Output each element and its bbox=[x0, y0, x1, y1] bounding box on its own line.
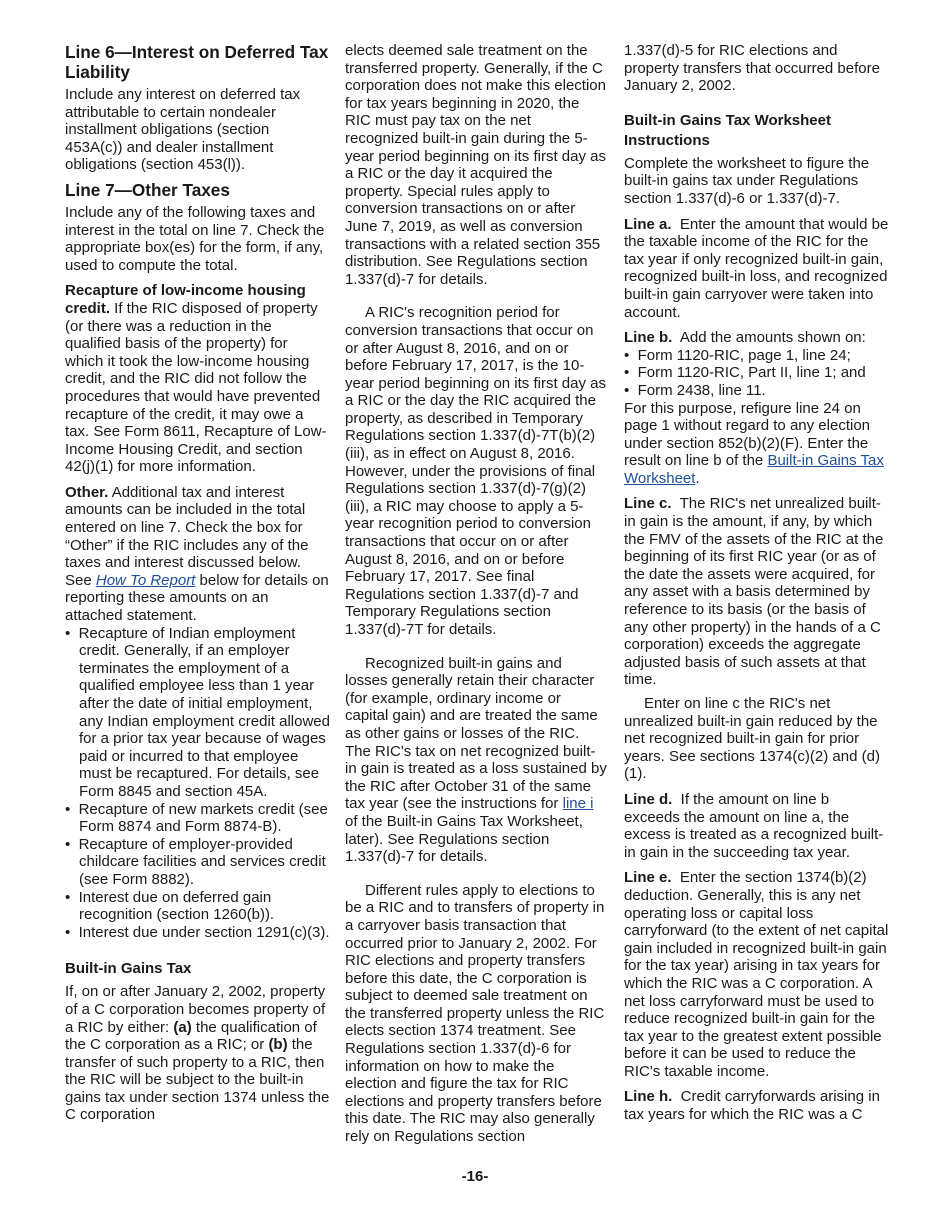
col2-paragraph-1: elects deemed sale treatment on the transferred property. Generally, if the C corporation does not make this election for tax years beginning in 2020, the RIC must pay tax on the net recognized built-in gain during the 5-year period beginning on its first day as a RIC or the day it acquired the property. Special rules apply to conversion transactions on or after June 7, 2019, as well as conversion transactions with a related section 355 distribution. See Regulations section 1.337(d)-7 for details. bbox=[345, 42, 606, 288]
list-item: • Form 1120-RIC, Part II, line 1; and bbox=[624, 364, 866, 382]
builtin-label-a: (a) bbox=[173, 1018, 192, 1036]
line-h-body: Credit carryforwards arising in tax years for which the RIC was a C bbox=[624, 1088, 885, 1124]
bullet-text: Form 2438, line 11. bbox=[637, 381, 766, 399]
recapture-lead: Recapture of low-income housing credit. bbox=[65, 282, 306, 317]
col2-p3-text-a: Recognized built-in gains and losses generally retain their character (for example, ordinary income or capital gain) and are treated the same as other gains or losses of the RIC. The RIC's tax on net recognized built-in gain is treated as a loss sustained by the RIC after October 31 of the same tax year (see the instructions for bbox=[345, 654, 607, 813]
list-item: • Recapture of new markets credit (see Form 8874 and Form 8874-B). bbox=[65, 800, 328, 836]
line-b-paragraph bbox=[624, 329, 889, 347]
column-2 bbox=[345, 42, 607, 1146]
bullet-text: Recapture of new markets credit (see Form 8874 and Form 8874-B). bbox=[78, 800, 328, 836]
line-b-after-text: For this purpose, refigure line 24 on page 1 without regard to any election under section 852(b)(2)(F). Enter the result on line b of the bbox=[624, 399, 870, 470]
other-paragraph bbox=[65, 484, 330, 625]
col2-paragraph-2: A RIC's recognition period for conversion transactions that occur on or after August 8, 2016, and on or before February 17, 2017, is the 10-year period beginning on its first day as a RIC or the day the RIC acquired the property, as described in Temporary Regulations section 1.337(d)-7T(b)(2)(iii), as in effect on August 8, 2016. However, under the provisions of final Regulations section 1.337(d)-7(g)(2)(iii), a RIC may choose to apply a 5-year recognition period to conversion transactions that occur on or after August 8, 2016, and on or before February 17, 2017. See final Regulations section 1.337(d)-7 and Temporary Regulations section 1.337(d)-7T for details. bbox=[345, 304, 606, 638]
line-c-lead: Line c. bbox=[624, 495, 672, 513]
page-number: -16- bbox=[461, 1168, 489, 1185]
line7-body: Include any of the following taxes and interest in the total on line 7. Check the appropriate box(es) for the form, if any, used to compute the total. bbox=[65, 203, 325, 274]
list-item: • Form 2438, line 11. bbox=[624, 381, 766, 399]
column-1 bbox=[65, 42, 330, 1124]
line-d-lead: Line d. bbox=[624, 790, 673, 808]
list-item: • Recapture of employer-provided childcare facilities and services credit (see Form 8882). bbox=[65, 835, 326, 888]
line-i-link[interactable]: line i bbox=[562, 795, 594, 813]
line-e-lead: Line e. bbox=[624, 869, 672, 887]
bullet-text: Interest due on deferred gain recognition (section 1260(b)). bbox=[78, 888, 275, 924]
line-h-paragraph bbox=[624, 1088, 889, 1123]
col2-paragraph-4: Different rules apply to elections to be a RIC and to transfers of property in a carryover basis transaction that occurred prior to January 2, 2002. For RIC elections and property transfers before this date, the C corporation is subject to deemed sale treatment on the transferred property unless the RIC elects section 1374 treatment. See Regulations section 1.337(d)-6 for information on how to make the election and figure the tax for RIC elections and property transfers before this date. The RIC may also generally rely on Regulations section bbox=[345, 881, 605, 1146]
line-a-body: Enter the amount that would be the taxable income of the RIC for the tax year if only recognized built-in gain, recognized built-in loss, and recognized built-in gain carryover were taken into account. bbox=[624, 215, 893, 321]
line-c-paragraph-2: Enter on line c the RIC's net unrealized built-in gain reduced by the net recognized built-in gain for prior years. See sections 1374(c)(2) and (d)(1). bbox=[624, 695, 880, 783]
worksheet-intro: Complete the worksheet to figure the built-in gains tax under Regulations section 1.337(d)-6 or 1.337(d)-7. bbox=[624, 154, 870, 207]
line-c-paragraph bbox=[624, 495, 889, 689]
builtin-text-3: the transfer of such property to a RIC, then the RIC will be subject to the built-in gains tax under section 1374 unless the C corporation bbox=[65, 1036, 330, 1124]
line7-heading: Line 7—Other Taxes bbox=[65, 179, 230, 200]
bullet-text: Recapture of Indian employment credit. Generally, if an employer terminates the employment of a qualified employee less than 1 year after the date of initial employment, any Indian employment credit allowed for a prior tax year because of wages paid or incurred to that employee must be recaptured. For details, see Form 8845 and section 45A. bbox=[78, 624, 330, 800]
line-b-after bbox=[624, 400, 889, 488]
col2-paragraph-3 bbox=[345, 655, 607, 866]
builtin-gains-worksheet-link[interactable]: Built-in Gains Tax Worksheet bbox=[624, 452, 884, 487]
col3-paragraph-0: 1.337(d)-5 for RIC elections and property transfers that occurred before January 2, 2002. bbox=[624, 42, 880, 95]
list-item: • Interest due under section 1291(c)(3). bbox=[65, 923, 330, 941]
recapture-body: If the RIC disposed of property (or there was a reduction in the qualified basis of the property) for which it took the low-income housing credit, and the RIC did not follow the procedures that would have prevented recapture of the credit, it may owe a tax. See Form 8611, Recapture of Low-Income Housing Credit, and section 42(j)(1) for more information. bbox=[65, 299, 327, 476]
how-to-report-link[interactable]: How To Report bbox=[95, 571, 196, 589]
bullet-text: Recapture of employer-provided childcare facilities and services credit (see Form 8882). bbox=[78, 835, 326, 888]
line-a-paragraph bbox=[624, 215, 893, 322]
builtin-gains-paragraph bbox=[65, 983, 330, 1124]
line-b-lead: Line b. bbox=[624, 329, 673, 347]
worksheet-instructions-heading: Built-in Gains Tax Worksheet Instructions bbox=[624, 111, 831, 149]
line-d-paragraph bbox=[624, 791, 889, 861]
line6-heading: Line 6—Interest on Deferred Tax Liability bbox=[65, 42, 329, 82]
line-a-lead: Line a. bbox=[624, 215, 672, 233]
builtin-text-2: the qualification of the C corporation as a RIC; or bbox=[65, 1018, 317, 1054]
line-b-after-period: . bbox=[695, 469, 700, 487]
builtin-label-b: (b) bbox=[268, 1036, 288, 1054]
column-3 bbox=[624, 42, 893, 1124]
list-item: • Interest due on deferred gain recognition (section 1260(b)). bbox=[65, 888, 275, 924]
builtin-gains-heading: Built-in Gains Tax bbox=[65, 960, 192, 978]
bullet-text: Form 1120-RIC, page 1, line 24; bbox=[637, 346, 851, 364]
recapture-paragraph bbox=[65, 282, 330, 476]
line-b-body: Add the amounts shown on: bbox=[672, 329, 866, 347]
line6-body: Include any interest on deferred tax attributable to certain nondealer installment obligations (section 453A(c)) and dealer installment obligations (section 453(l)). bbox=[65, 86, 301, 174]
bullet-text: Form 1120-RIC, Part II, line 1; and bbox=[637, 364, 866, 382]
builtin-text-1: If, on or after January 2, 2002, property of a C corporation becomes property of a RIC by either: bbox=[65, 983, 326, 1036]
line-e-paragraph bbox=[624, 869, 893, 1080]
other-body-1: Additional tax and interest amounts can be included in the total entered on line 7. Check the box for “Other” if the RIC includes any of the taxes and interest discussed below. See bbox=[65, 483, 309, 589]
other-body-2: below for details on reporting these amounts on an attached statement. bbox=[65, 571, 329, 625]
line-h-lead: Line h. bbox=[624, 1088, 673, 1106]
line-e-body: Enter the section 1374(b)(2) deduction. Generally, this is any net operating loss or capital loss carryforward (to the extent of net capital gain included in recognized built-in gain for the tax year) arising in tax years for which the RIC was a C corporation. A net loss carryforward must be used to reduce recognized built-in gain for the tax year to the greatest extent possible before it can be used to reduce the RIC's taxable income. bbox=[624, 869, 893, 1080]
list-item: • Recapture of Indian employment credit. Generally, if an employer terminates the employment of a qualified employee less than 1 year after the date of initial employment, any Indian employment credit allowed for a prior tax year because of wages paid or incurred to that employee must be recaptured. For details, see Form 8845 and section 45A. bbox=[65, 624, 330, 800]
col2-p3-text-b: of the Built-in Gains Tax Worksheet, later). See Regulations section 1.337(d)-7 for details. bbox=[345, 812, 583, 866]
bullet-text: Interest due under section 1291(c)(3). bbox=[78, 923, 330, 941]
line-c-body: The RIC's net unrealized built-in gain is the amount, if any, by which the FMV of the assets of the RIC at the beginning of its first RIC year (or as of the date the assets were acquired, for any asset with a basis determined by reference to its basis (or the basis of any other property) in the hands of a C corporation) exceeds the aggregate adjusted basis of such assets at that time. bbox=[624, 495, 888, 689]
other-lead: Other. bbox=[65, 483, 109, 501]
list-item: • Form 1120-RIC, page 1, line 24; bbox=[624, 346, 851, 364]
line-d-body: If the amount on line b exceeds the amount on line a, the excess is treated as a recognized built-in gain in the succeeding tax year. bbox=[624, 790, 884, 861]
